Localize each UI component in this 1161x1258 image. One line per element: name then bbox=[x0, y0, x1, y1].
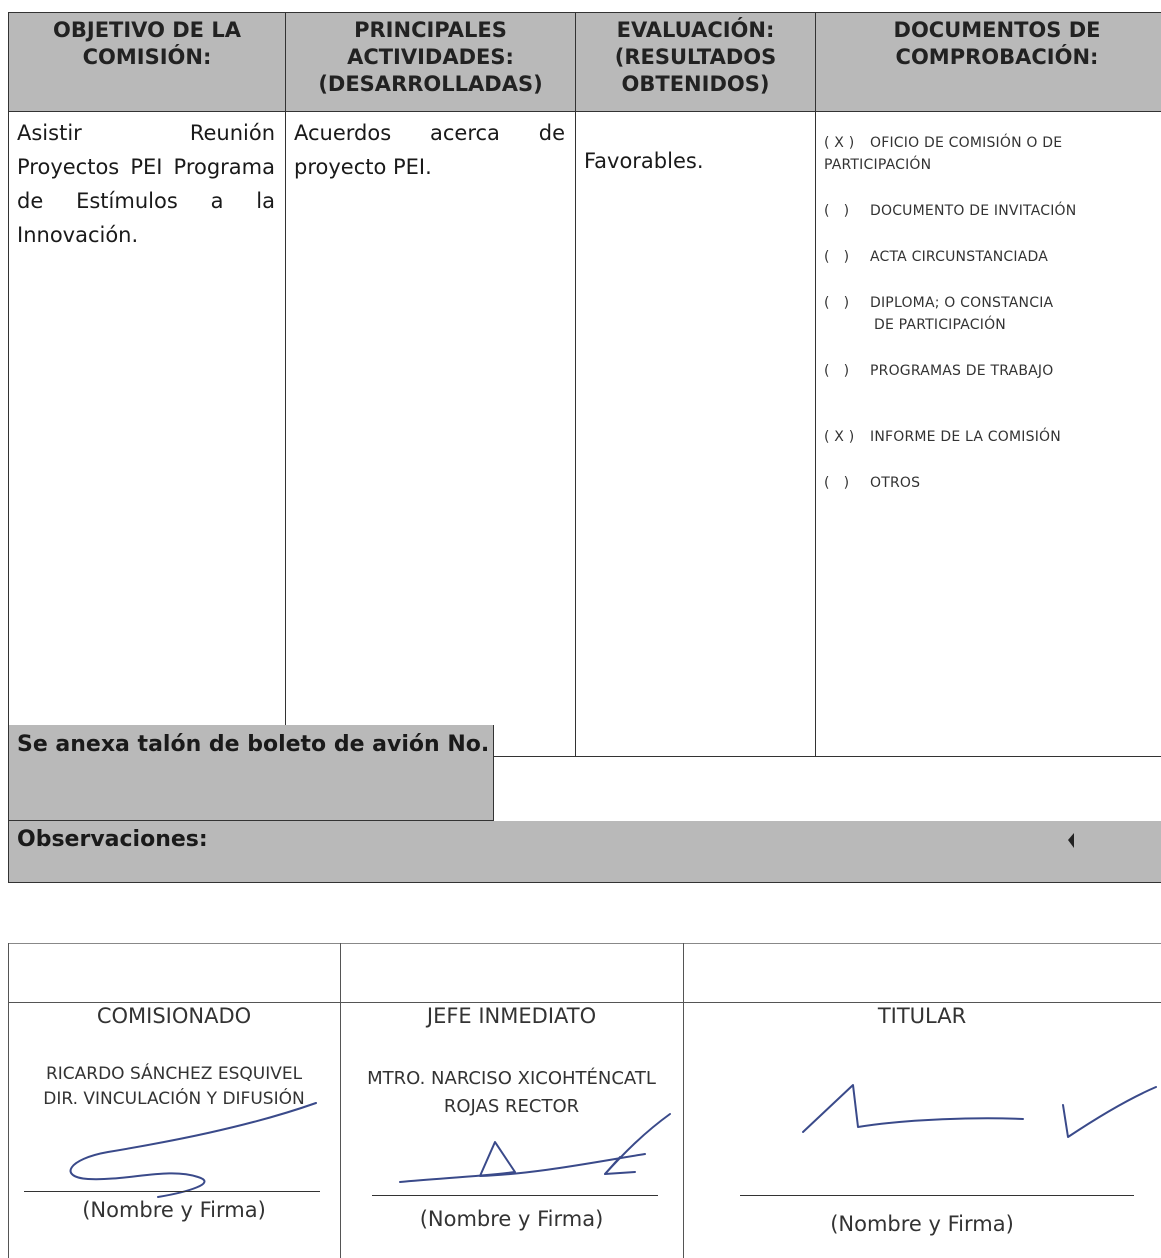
checklist-label: PROGRAMAS DE TRABAJO bbox=[870, 363, 1054, 379]
checkbox-mark: ( ) bbox=[824, 363, 850, 379]
signature-block-titular bbox=[683, 1002, 1161, 1258]
checklist-label: OTROS bbox=[870, 475, 921, 491]
signature-scribble bbox=[798, 1077, 1158, 1152]
table-row bbox=[9, 112, 1161, 757]
checklist-item bbox=[824, 200, 1161, 222]
checklist-label: INFORME DE LA COMISIÓN bbox=[870, 429, 1061, 445]
checklist-label-continued: PARTICIPACIÓN bbox=[824, 157, 932, 173]
checkbox-mark: ( ) bbox=[824, 295, 850, 311]
ticket-number-field bbox=[494, 725, 1161, 822]
checklist-item bbox=[824, 246, 1161, 268]
documents-cell bbox=[816, 112, 1161, 757]
checklist-label: OFICIO DE COMISIÓN O DE bbox=[870, 135, 1063, 151]
checklist-label: DOCUMENTO DE INVITACIÓN bbox=[870, 203, 1077, 219]
signature-block-supervisor bbox=[340, 1002, 683, 1258]
checkbox-mark: ( ) bbox=[824, 249, 850, 265]
header-documents: DOCUMENTOS DE COMPROBACIÓN: bbox=[816, 13, 1161, 112]
checklist-item bbox=[824, 132, 1161, 176]
checklist-label: ACTA CIRCUNSTANCIADA bbox=[870, 249, 1049, 265]
signature-title: COMISIONADO bbox=[96, 1004, 252, 1028]
signature-scribble bbox=[395, 1102, 675, 1192]
signer-position: DIR. VINCULACIÓN Y DIFUSIÓN bbox=[43, 1089, 305, 1109]
signature-title: TITULAR bbox=[877, 1004, 967, 1028]
checklist-item bbox=[824, 426, 1161, 448]
signature-line bbox=[24, 1191, 320, 1192]
checklist-label: DIPLOMA; O CONSTANCIA bbox=[870, 295, 1054, 311]
commission-table bbox=[8, 12, 1161, 757]
checklist-label-continued: DE PARTICIPACIÓN bbox=[874, 317, 1006, 333]
header-objective: OBJETIVO DE LA COMISIÓN: bbox=[9, 13, 286, 112]
signer-name: RICARDO SÁNCHEZ ESQUIVEL bbox=[45, 1064, 303, 1084]
document-checklist bbox=[824, 132, 1161, 494]
signature-caption: (Nombre y Firma) bbox=[82, 1198, 266, 1222]
activities-cell: Acuerdos acerca de proyecto PEI. bbox=[286, 112, 576, 757]
signature-caption: (Nombre y Firma) bbox=[830, 1212, 1014, 1236]
checkbox-mark: ( X ) bbox=[824, 429, 855, 445]
checkbox-mark: ( X ) bbox=[824, 135, 855, 151]
evaluation-cell: Favorables. bbox=[576, 112, 816, 757]
header-activities: PRINCIPALES ACTIVIDADES: (DESARROLLADAS) bbox=[286, 13, 576, 112]
objective-cell: Asistir Reunión Proyectos PEI Programa de Estímulos a la Innovación. bbox=[9, 112, 286, 757]
signature-line bbox=[372, 1195, 658, 1196]
signature-line bbox=[740, 1195, 1134, 1196]
checklist-item bbox=[824, 292, 1161, 336]
checklist-item bbox=[824, 472, 1161, 494]
ink-mark bbox=[1066, 832, 1076, 850]
signature-title: JEFE INMEDIATO bbox=[426, 1004, 597, 1028]
checklist-item bbox=[824, 360, 1161, 382]
signature-block-commissioner bbox=[8, 1002, 340, 1258]
divider bbox=[8, 943, 1161, 944]
signer-name: MTRO. NARCISO XICOHTÉNCATL bbox=[367, 1068, 656, 1089]
header-evaluation: EVALUACIÓN: (RESULTADOS OBTENIDOS) bbox=[576, 13, 816, 112]
observations-label: Observaciones: bbox=[8, 821, 1161, 883]
signer-position: ROJAS RECTOR bbox=[443, 1096, 580, 1117]
signature-caption: (Nombre y Firma) bbox=[419, 1207, 604, 1231]
checkbox-mark: ( ) bbox=[824, 203, 850, 219]
ticket-label: Se anexa talón de boleto de avión No. bbox=[8, 725, 494, 821]
checkbox-mark: ( ) bbox=[824, 475, 850, 491]
table-header-row bbox=[9, 13, 1161, 112]
